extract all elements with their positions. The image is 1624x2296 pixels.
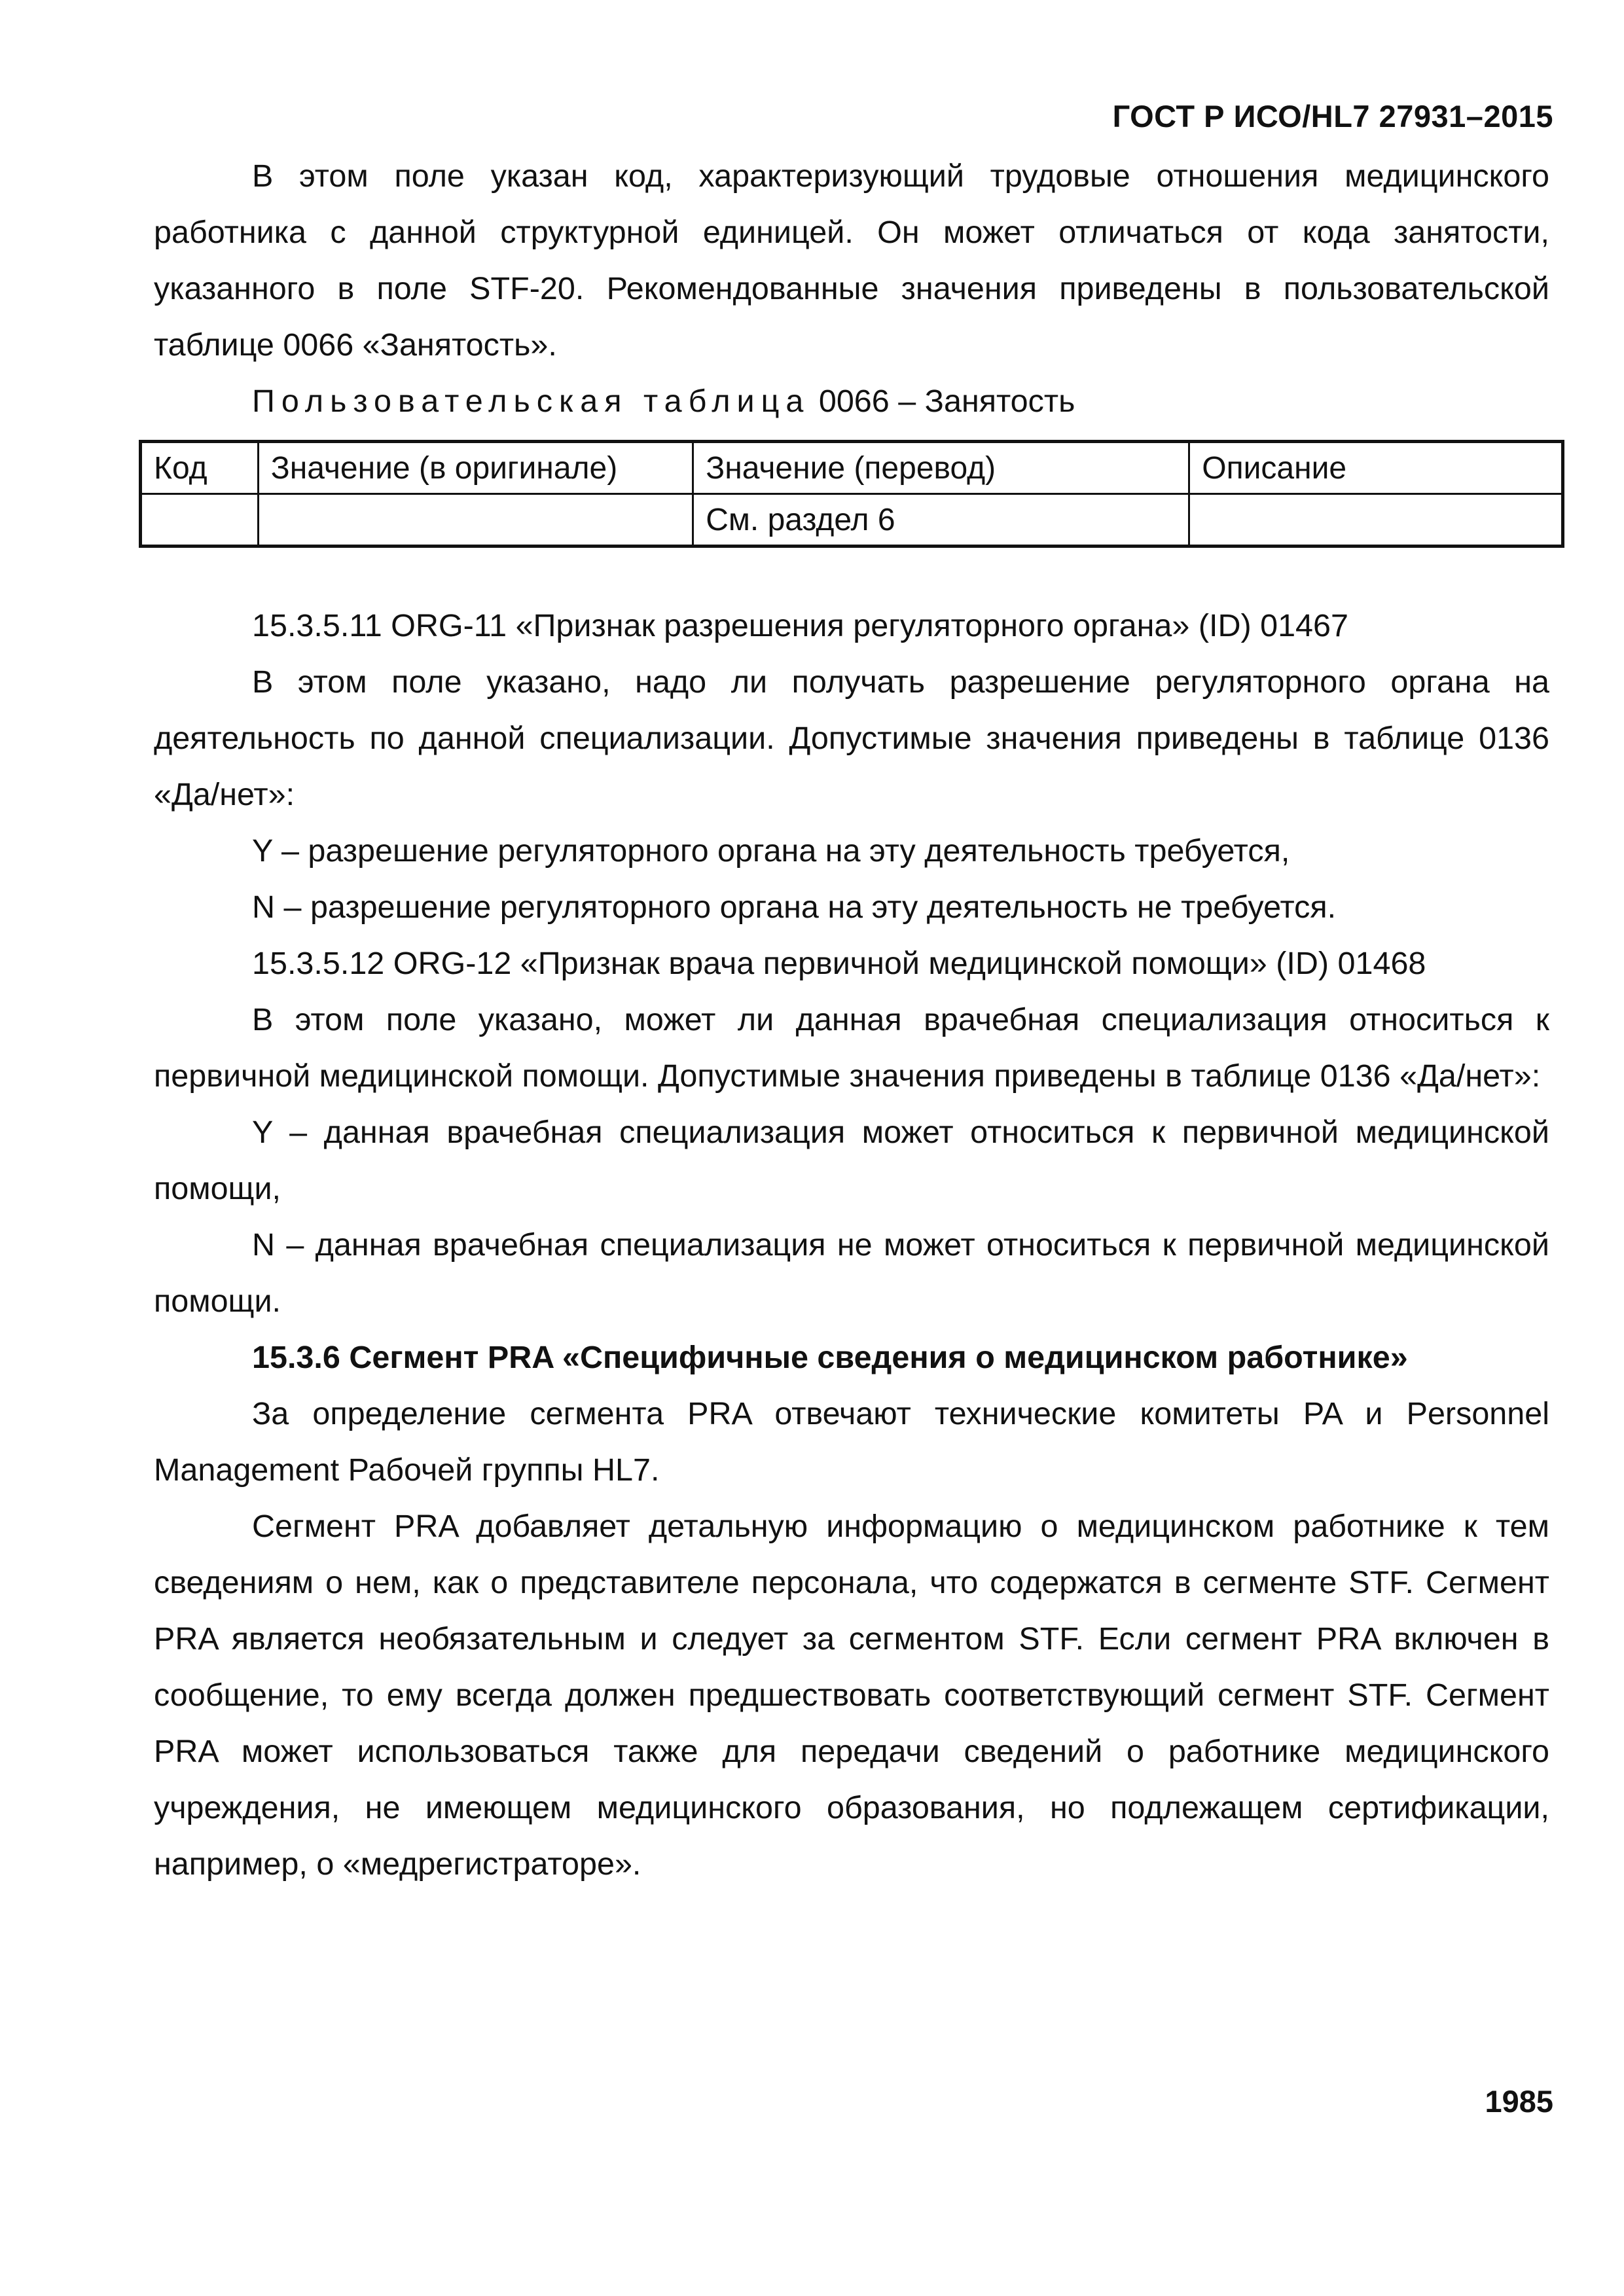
paragraph-pra-description: Сегмент PRA добавляет детальную информацию о медицинском работнике к тем сведениям о нем, как о представителе персонала, что содержатся в сегменте STF. Сегмент PRA является необязательным и следует за сегментом STF. Если сегмент PRA включен в сообщение, то ему всегда должен предшествовать соответствующий сегмент STF. Сегмент PRA может использоваться также для передачи сведений о работнике медицинского учреждения, не имеющем медицинского образования, но подлежащем сертификации, например, о «медрегистраторе». — [154, 1509, 1549, 1882]
org12-value-y: Y – данная врачебная специализация может относиться к первичной медицинской помощи, — [154, 1115, 1549, 1206]
org11-value-n: N – разрешение регуляторного органа на эту деятельность не требуется. — [252, 889, 1337, 925]
org11-title: 15.3.5.11 ORG-11 «Признак разрешения регуляторного органа» (ID) 01467 — [252, 608, 1348, 643]
page-number: 1985 — [1485, 2084, 1553, 2119]
document-header: ГОСТ Р ИСО/HL7 27931–2015 — [1112, 99, 1553, 134]
org11-description: В этом поле указано, надо ли получать разрешение регуляторного органа на деятельность по данной специализации. Допустимые значения приведены в таблице 0136 «Да/нет»: — [154, 664, 1549, 812]
org11-value-y: Y – разрешение регуляторного органа на эту деятельность требуется, — [252, 833, 1290, 869]
table-cell — [258, 494, 693, 547]
table-header-description: Описание — [1189, 442, 1563, 494]
paragraph-pra-committees: За определение сегмента PRA отвечают технические комитеты PA и Personnel Management Рабочей группы HL7. — [154, 1396, 1549, 1488]
table-caption — [154, 373, 1549, 429]
table-header-value-original: Значение (в оригинале) — [258, 442, 693, 494]
table-caption-label: Пользовательская таблица — [252, 384, 810, 419]
table-row — [141, 494, 1563, 547]
table-cell — [141, 494, 259, 547]
section-heading-pra: 15.3.6 Сегмент PRA «Специфичные сведения о медицинском работнике» — [252, 1340, 1408, 1375]
table-header-code: Код — [141, 442, 259, 494]
user-table-0066 — [139, 440, 1564, 548]
table-cell: См. раздел 6 — [693, 494, 1189, 547]
org12-value-n: N – данная врачебная специализация не может относиться к первичной медицинской помощи. — [154, 1227, 1549, 1319]
table-header-value-translation: Значение (перевод) — [693, 442, 1189, 494]
paragraph-employment-code: В этом поле указан код, характеризующий трудовые отношения медицинского работника с данной структурной единицей. Он может отличаться от кода занятости, указанного в поле STF-20. Рекомендованные значения приведены в пользовательской таблице 0066 «Занятость». — [154, 158, 1549, 363]
table-cell — [1189, 494, 1563, 547]
org12-title: 15.3.5.12 ORG-12 «Признак врача первичной медицинской помощи» (ID) 01468 — [252, 946, 1426, 981]
table-caption-title: 0066 – Занятость — [818, 384, 1075, 419]
table-header-row — [141, 442, 1563, 494]
org12-description: В этом поле указано, может ли данная врачебная специализация относиться к первичной медицинской помощи. Допустимые значения приведены в таблице 0136 «Да/нет»: — [154, 1002, 1549, 1094]
